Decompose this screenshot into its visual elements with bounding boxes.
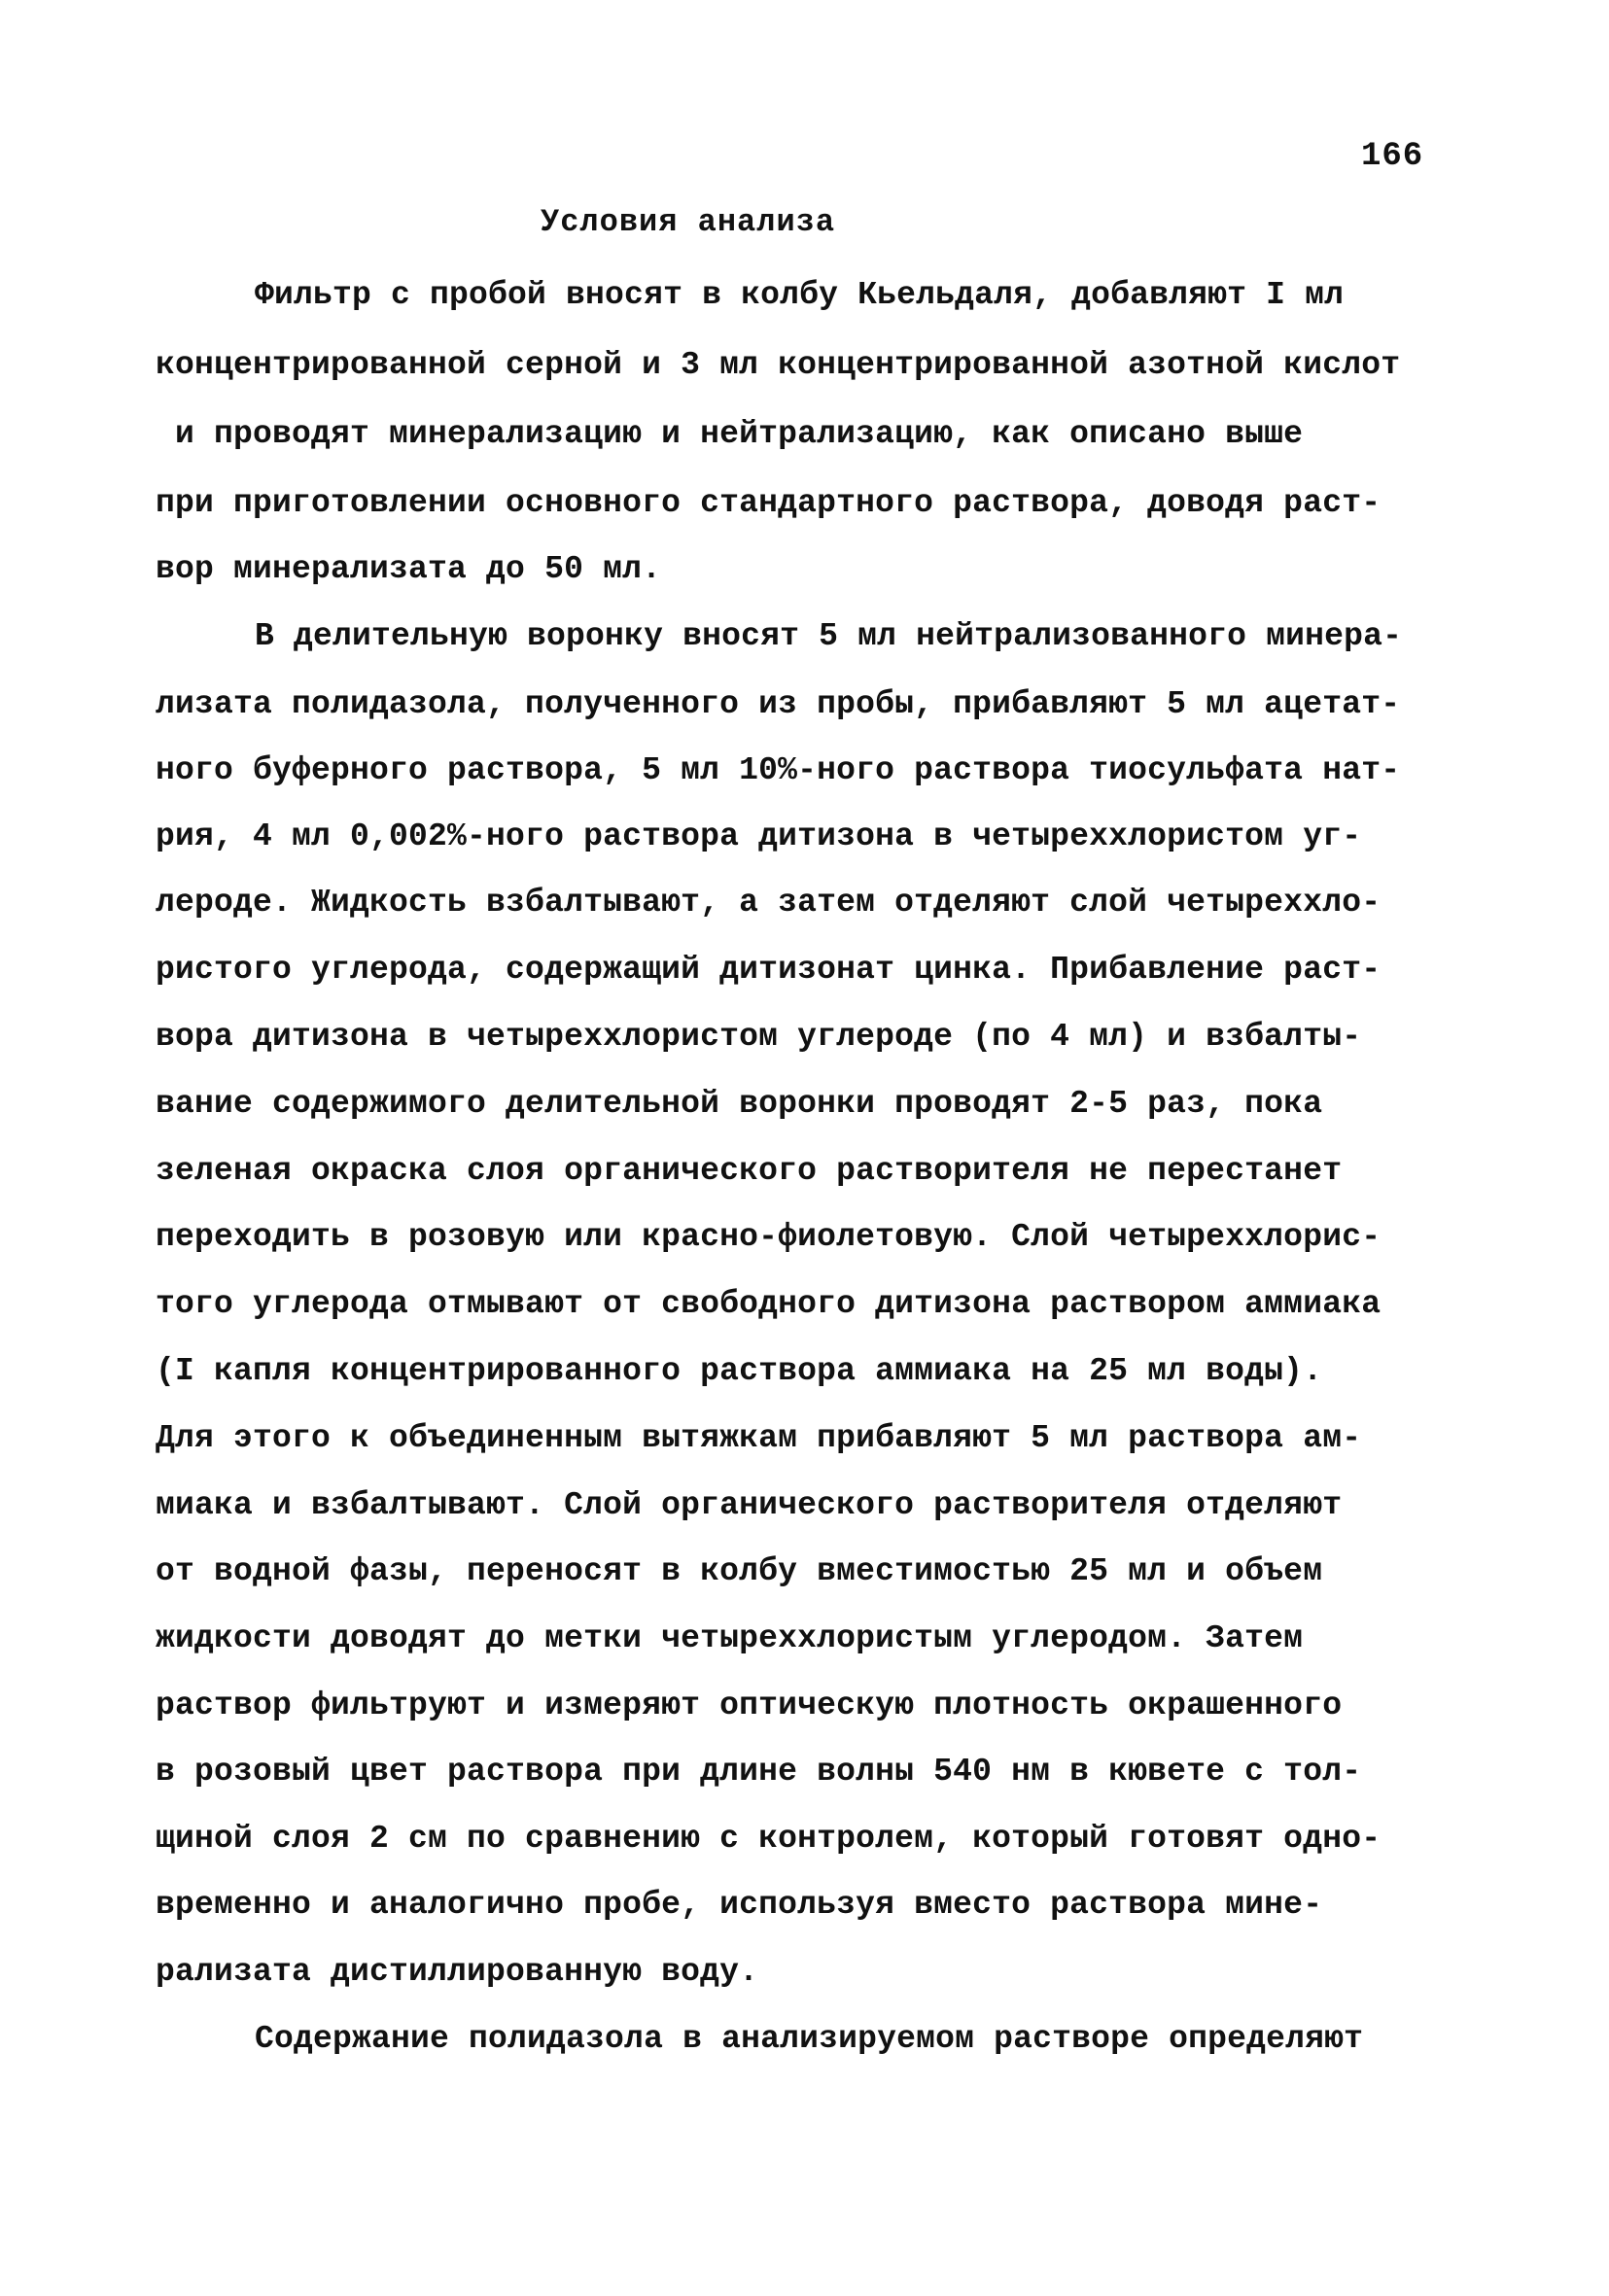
text-line: щиной слоя 2 см по сравнению с контролем, который готовят одно- bbox=[156, 1821, 1382, 1857]
text-line: зеленая окраска слоя органического растворителя не перестанет bbox=[156, 1153, 1343, 1189]
text-line: ристого углерода, содержащий дитизонат цинка. Прибавление раст- bbox=[156, 952, 1382, 988]
text-line: лизата полидазола, полученного из пробы, прибавляют 5 мл ацетат- bbox=[156, 686, 1401, 722]
text-line: ного буферного раствора, 5 мл 10%-ного раствора тиосульфата нат- bbox=[156, 752, 1401, 788]
text-line: при приготовлении основного стандартного раствора, доводя раст- bbox=[156, 485, 1382, 521]
page-number: 166 bbox=[1361, 138, 1424, 175]
text-line: Для этого к объединенным вытяжкам прибавляют 5 мл раствора ам- bbox=[156, 1420, 1362, 1456]
text-line: раствор фильтруют и измеряют оптическую плотность окрашенного bbox=[156, 1687, 1343, 1723]
text-line: Содержание полидазола в анализируемом растворе определяют bbox=[255, 2021, 1364, 2057]
text-line: жидкости доводят до метки четыреххлористым углеродом. Затем bbox=[156, 1620, 1304, 1656]
text-line: Фильтр с пробой вносят в колбу Кьельдаля, добавляют I мл bbox=[255, 277, 1345, 313]
text-line: лероде. Жидкость взбалтывают, а затем отделяют слой четыреххло- bbox=[156, 885, 1382, 921]
text-line: от водной фазы, переносят в колбу вместимостью 25 мл и объем bbox=[156, 1553, 1323, 1589]
text-line: вание содержимого делительной воронки проводят 2-5 раз, пока bbox=[156, 1086, 1323, 1122]
text-line: В делительную воронку вносят 5 мл нейтрализованного минера- bbox=[255, 618, 1403, 654]
text-line: (I капля концентрированного раствора аммиака на 25 мл воды). bbox=[156, 1353, 1323, 1389]
text-line: временно и аналогично пробе, используя вместо раствора мине- bbox=[156, 1887, 1323, 1923]
text-line: того углерода отмывают от свободного дитизона раствором аммиака bbox=[156, 1286, 1382, 1322]
text-line: вор минерализата до 50 мл. bbox=[156, 551, 662, 587]
text-line: в розовый цвет раствора при длине волны 540 нм в кювете с тол- bbox=[156, 1754, 1362, 1790]
text-line: концентрированной серной и 3 мл концентрированной азотной кислот bbox=[156, 347, 1401, 383]
text-line: и проводят минерализацию и нейтрализацию, как описано выше bbox=[175, 416, 1304, 452]
text-line: миака и взбалтывают. Слой органического растворителя отделяют bbox=[156, 1487, 1343, 1523]
text-line: рия, 4 мл 0,002%-ного раствора дитизона в четыреххлористом уг- bbox=[156, 818, 1362, 854]
text-line: переходить в розовую или красно-фиолетовую. Слой четыреххлорис- bbox=[156, 1219, 1382, 1255]
text-line: вора дитизона в четыреххлористом углероде (по 4 мл) и взбалты- bbox=[156, 1019, 1362, 1055]
text-line: рализата дистиллированную воду. bbox=[156, 1954, 759, 1990]
section-heading: Условия анализа bbox=[541, 204, 836, 240]
